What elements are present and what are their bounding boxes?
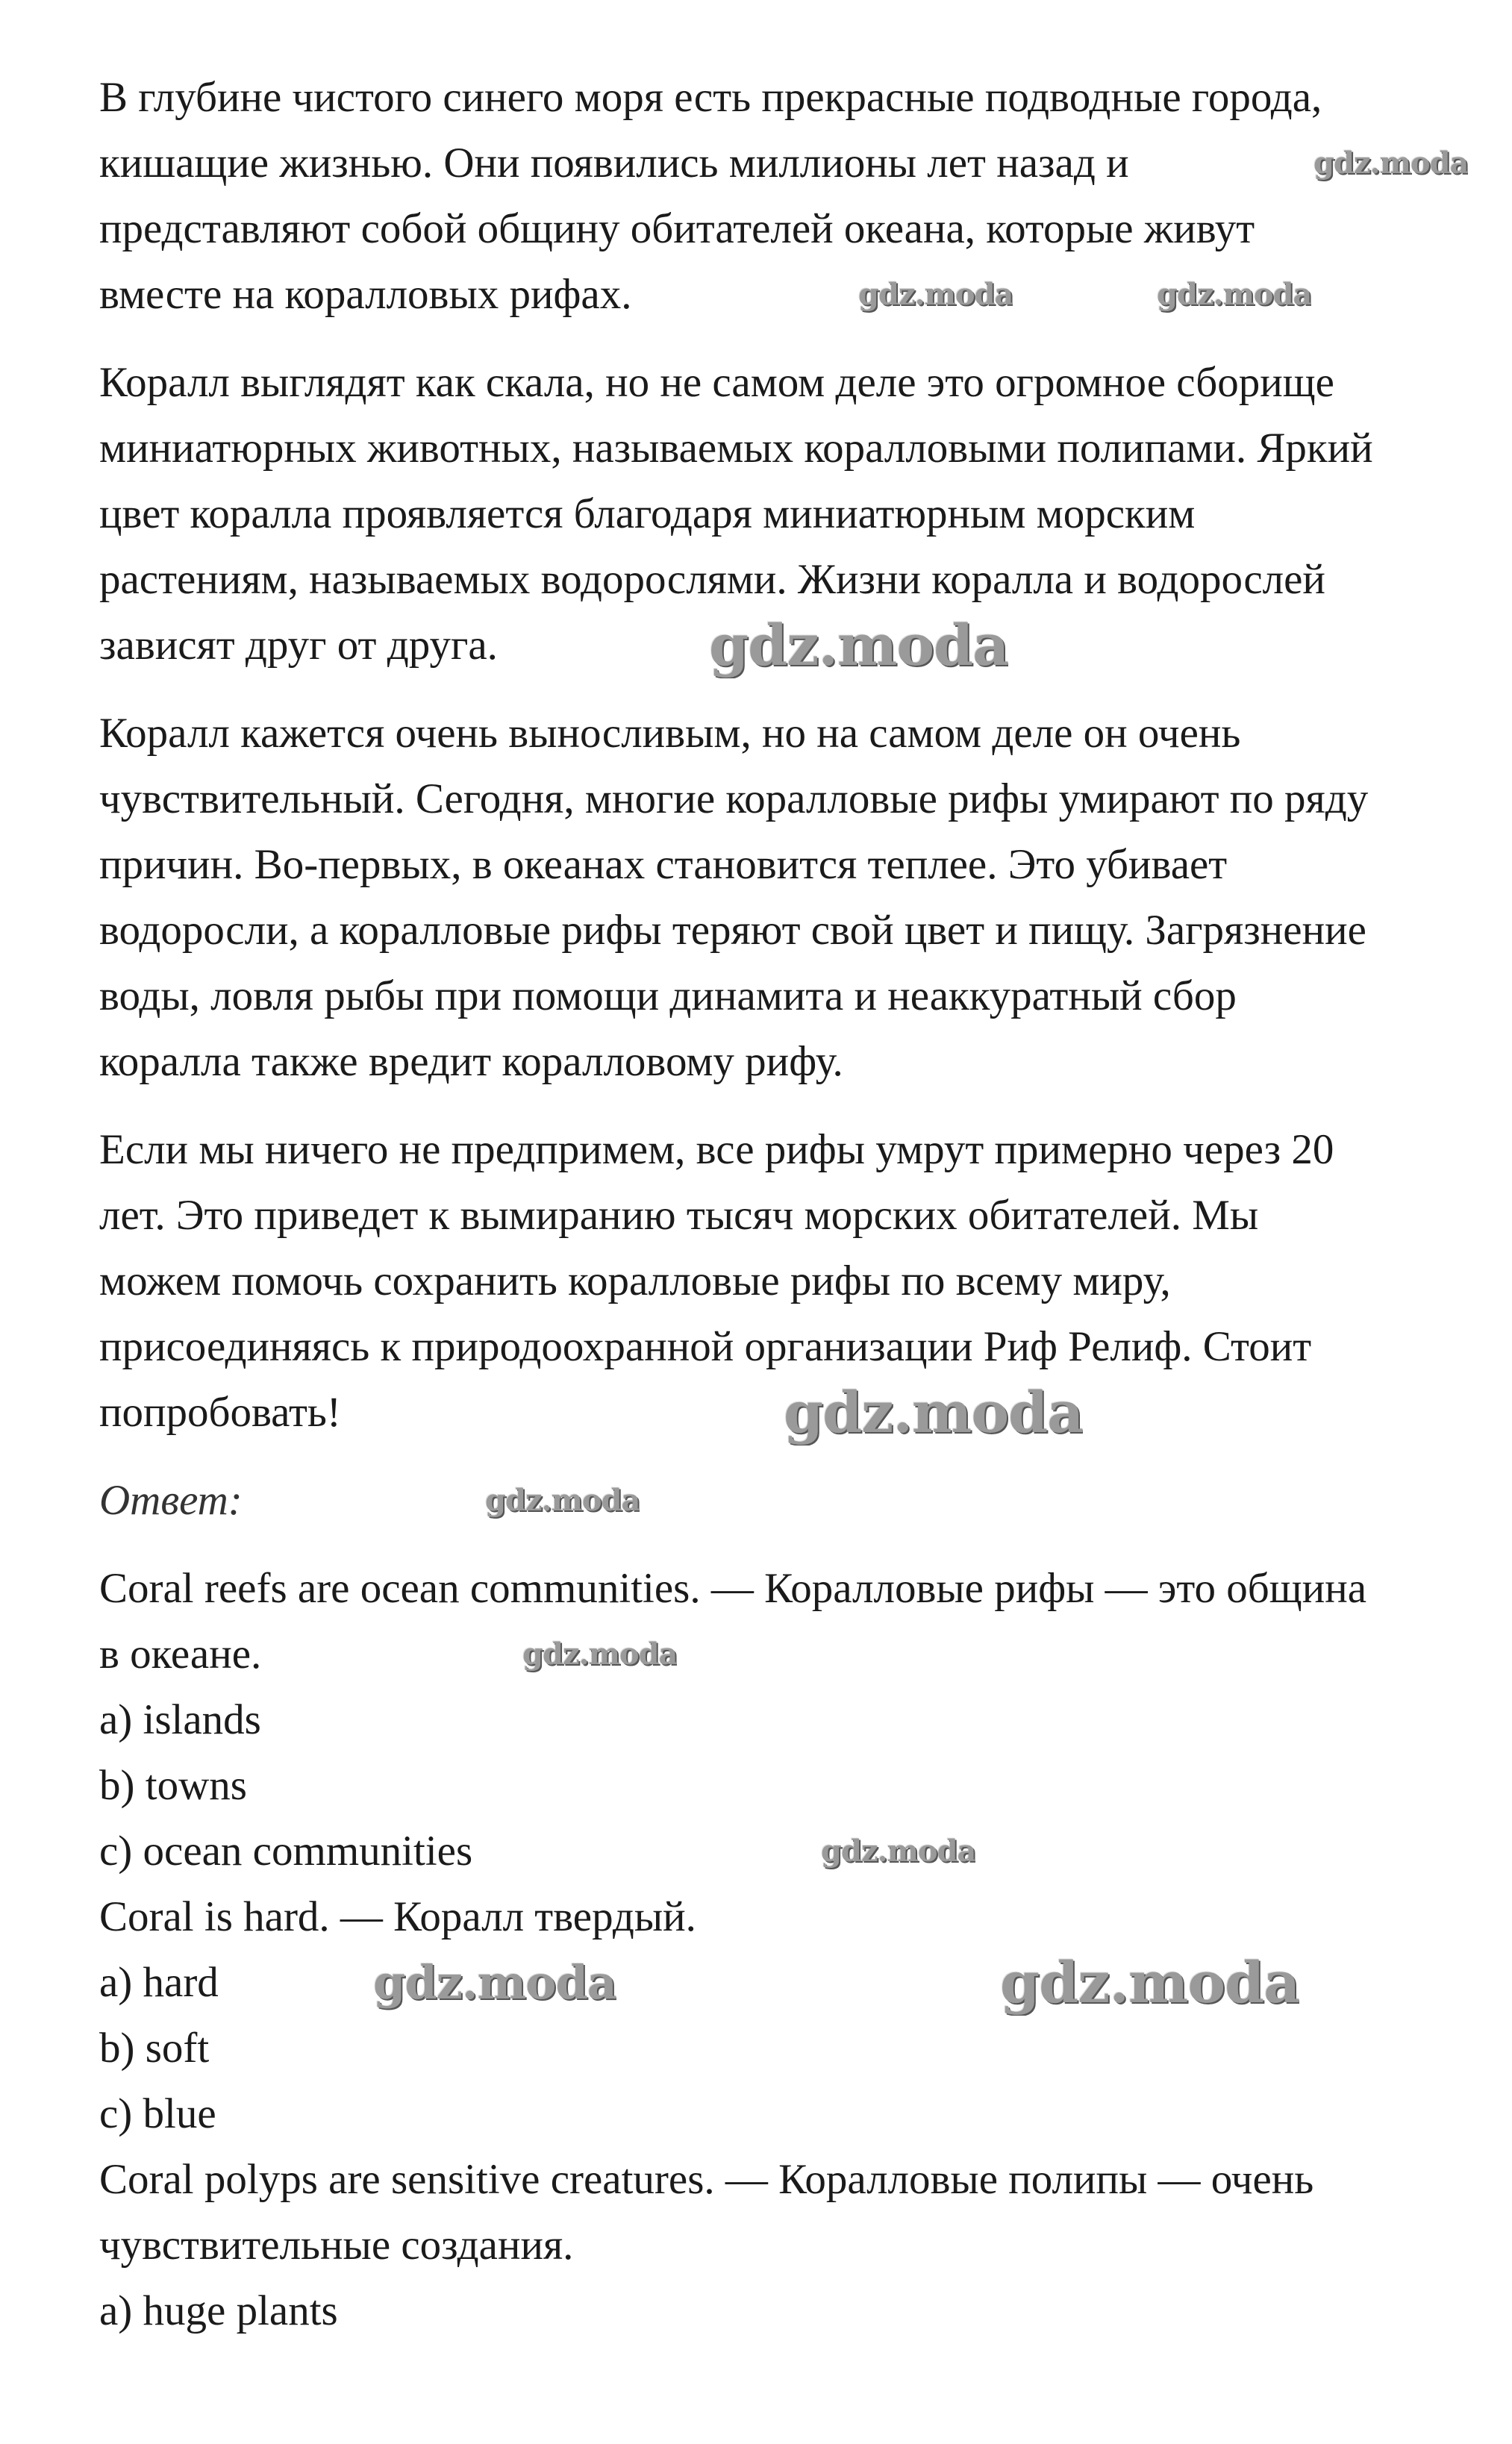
- paragraph-3: [99, 701, 1443, 1095]
- text-line: В глубине чистого синего моря есть прекрасные подводные города,: [99, 74, 1322, 121]
- text-line: цвет коралла проявляется благодаря миниатюрным морским: [99, 490, 1196, 537]
- text-line: водоросли, а коралловые рифы теряют свой цвет и пищу. Загрязнение: [99, 907, 1366, 954]
- text-line: воды, ловля рыбы при помощи динамита и неаккуратный сбор: [99, 972, 1237, 1019]
- text-line: коралла также вредит коралловому рифу.: [99, 1038, 843, 1085]
- paragraph-4: [99, 1117, 1443, 1446]
- text-line: лет. Это приведет к вымиранию тысяч морских обитателей. Мы: [99, 1192, 1259, 1239]
- watermark: gdz.moda: [821, 1834, 976, 1869]
- answer-heading: Ответ:: [99, 1477, 243, 1524]
- answer-line: Coral is hard. — Коралл твердый.: [99, 1893, 696, 1940]
- watermark: gdz.moda: [1000, 1950, 1300, 2016]
- text-line: миниатюрных животных, называемых коралловыми полипами. Яркий: [99, 425, 1373, 472]
- text-line: кишащие жизнью. Они появились миллионы лет назад и: [99, 140, 1129, 187]
- watermark: gdz.moda: [522, 1637, 678, 1672]
- text-line: Коралл кажется очень выносливым, но на самом деле он очень: [99, 710, 1241, 757]
- answer-option: a) islands: [99, 1696, 261, 1743]
- text-line: Если мы ничего не предпримем, все рифы умрут примерно через 20: [99, 1126, 1334, 1173]
- text-line: попробовать!: [99, 1389, 341, 1436]
- text-line: присоединяясь к природоохранной организации Риф Релиф. Стоит: [99, 1323, 1312, 1370]
- text-line: зависят друг от друга.: [99, 622, 498, 669]
- answer-line: чувствительные создания.: [99, 2222, 574, 2269]
- watermark: gdz.moda: [373, 1955, 616, 2010]
- answer-option: b) towns: [99, 1762, 247, 1809]
- answer-option: b) soft: [99, 2025, 210, 2072]
- watermark: gdz.moda: [485, 1483, 640, 1518]
- text-line: вместе на коралловых рифах.: [99, 271, 632, 318]
- answer-option: c) ocean communities: [99, 1828, 473, 1875]
- answer-option: c) blue: [99, 2090, 216, 2137]
- answer-option: a) hard: [99, 1959, 219, 2006]
- watermark: gdz.moda: [709, 613, 1009, 678]
- answer-line: Coral polyps are sensitive creatures. — Коралловые полипы — очень: [99, 2156, 1314, 2203]
- text-line: можем помочь сохранить коралловые рифы по всему миру,: [99, 1257, 1171, 1304]
- text-line: Коралл выглядят как скала, но не самом деле это огромное сборище: [99, 359, 1334, 406]
- watermark: gdz.moda: [858, 277, 1013, 312]
- text-line: растениям, называемых водорослями. Жизни коралла и водорослей: [99, 556, 1325, 603]
- answer-line: Coral reefs are ocean communities. — Коралловые рифы — это община: [99, 1565, 1367, 1612]
- text-line: чувствительный. Сегодня, многие коралловые рифы умирают по ряду: [99, 775, 1369, 822]
- answer-line: в океане.: [99, 1631, 262, 1678]
- watermark: gdz.moda: [1157, 277, 1312, 312]
- watermark: gdz.moda: [1313, 146, 1469, 181]
- watermark: gdz.moda: [784, 1380, 1084, 1446]
- answer-option: a) huge plants: [99, 2287, 338, 2334]
- text-line: причин. Во-первых, в океанах становится теплее. Это убивает: [99, 841, 1228, 888]
- text-line: представляют собой общину обитателей океана, которые живут: [99, 205, 1255, 252]
